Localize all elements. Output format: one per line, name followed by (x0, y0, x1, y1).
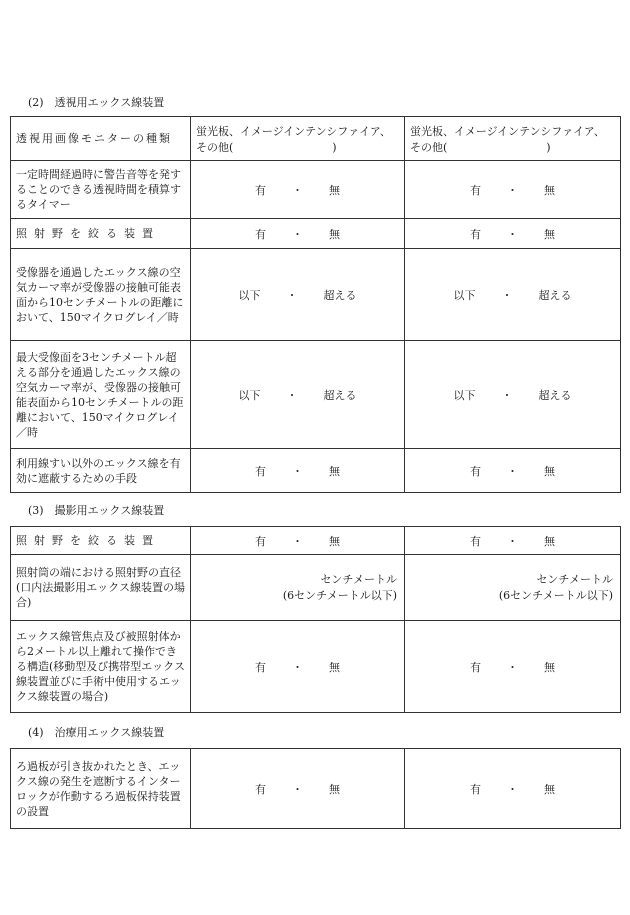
row-label: 照射筒の端における照射野の直径(口内法撮影用エックス線装置の場合) (11, 555, 191, 621)
table-row (11, 527, 621, 555)
table-row (11, 249, 621, 341)
table-row (11, 161, 621, 219)
section-title-therapy: (4) 治療用エックス線装置 (28, 726, 165, 739)
choice-cell[interactable]: 有 ・ 無 (405, 161, 621, 219)
radiography-table (10, 526, 621, 713)
choice-cell[interactable]: 有 ・ 無 (191, 449, 405, 493)
choice-cell[interactable]: 有 ・ 無 (191, 219, 405, 249)
monitor-type-cell-2[interactable]: 蛍光板、イメージインテンシファイア、 その他( ) (405, 117, 621, 161)
choice-cell[interactable]: 以下 ・ 超える (405, 249, 621, 341)
row-label: 利用線すい以外のエックス線を有効に遮蔽するための手段 (11, 449, 191, 493)
therapy-table (10, 748, 621, 829)
choice-cell[interactable]: 有 ・ 無 (405, 749, 621, 829)
row-label: ろ過板が引き抜かれたとき、エックス線の発生を遮断するインターロックが作動するろ過板保持装置の設置 (11, 749, 191, 829)
table-row (11, 117, 621, 161)
section-title-fluoroscopy: (2) 透視用エックス線装置 (28, 96, 165, 109)
diameter-cell[interactable]: センチメートル (6センチメートル以下) (405, 555, 621, 621)
table-row (11, 219, 621, 249)
choice-cell[interactable]: 有 ・ 無 (405, 621, 621, 713)
monitor-type-cell-1[interactable]: 蛍光板、イメージインテンシファイア、 その他( ) (191, 117, 405, 161)
section-title-radiography: (3) 撮影用エックス線装置 (28, 504, 165, 517)
choice-cell[interactable]: 有 ・ 無 (405, 219, 621, 249)
monitor-type-label: 透視用画像モニターの種類 (11, 117, 191, 161)
diameter-cell[interactable]: センチメートル (6センチメートル以下) (191, 555, 405, 621)
choice-cell[interactable]: 有 ・ 無 (405, 449, 621, 493)
table-row (11, 341, 621, 449)
row-label: 最大受像面を3センチメートル超える部分を通過したエックス線の空気カーマ率が、受像器の接触可能表面から10センチメートルの距離において、150マイクログレイ／時 (11, 341, 191, 449)
choice-cell[interactable]: 有 ・ 無 (191, 749, 405, 829)
row-label: 一定時間経過時に警告音等を発することのできる透視時間を積算するタイマー (11, 161, 191, 219)
table-row (11, 749, 621, 829)
row-label: エックス線管焦点及び被照射体から2メートル以上離れて操作できる構造(移動型及び携帯型エックス線装置並びに手術中使用するエックス線装置の場合) (11, 621, 191, 713)
choice-cell[interactable]: 有 ・ 無 (191, 527, 405, 555)
choice-cell[interactable]: 有 ・ 無 (191, 161, 405, 219)
table-row (11, 555, 621, 621)
choice-cell[interactable]: 以下 ・ 超える (405, 341, 621, 449)
table-row (11, 449, 621, 493)
choice-cell[interactable]: 以下 ・ 超える (191, 341, 405, 449)
table-row (11, 621, 621, 713)
choice-cell[interactable]: 有 ・ 無 (191, 621, 405, 713)
choice-cell[interactable]: 有 ・ 無 (405, 527, 621, 555)
row-label: 照射野を絞る装置 (11, 527, 191, 555)
fluoroscopy-table (10, 116, 621, 493)
row-label: 照射野を絞る装置 (11, 219, 191, 249)
row-label: 受像器を通過したエックス線の空気カーマ率が受像器の接触可能表面から10センチメートルの距離において、150マイクログレイ／時 (11, 249, 191, 341)
choice-cell[interactable]: 以下 ・ 超える (191, 249, 405, 341)
